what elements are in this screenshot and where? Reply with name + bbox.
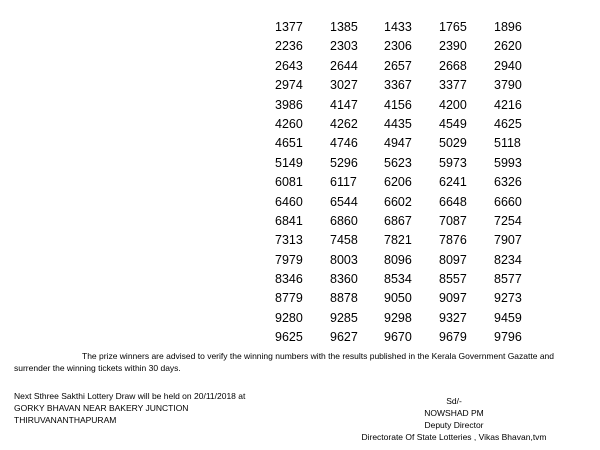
winning-number: 4262	[330, 116, 358, 131]
winning-number: 2657	[384, 58, 412, 73]
winning-number: 8878	[330, 291, 358, 306]
winning-number: 4625	[494, 116, 522, 131]
winning-number: 8234	[494, 252, 522, 267]
winning-number: 7458	[330, 233, 358, 248]
signature-sd: Sd/-	[446, 396, 462, 406]
winning-number: 4651	[275, 136, 303, 151]
winning-number: 5118	[494, 136, 521, 151]
winning-number: 8003	[330, 252, 358, 267]
winning-number: 8577	[494, 272, 522, 287]
winning-number: 2620	[494, 39, 522, 54]
winning-number: 4746	[330, 136, 358, 151]
signature-block	[344, 395, 564, 443]
winning-number: 1765	[439, 20, 467, 34]
winning-number: 9273	[494, 291, 522, 306]
winning-number: 8097	[439, 252, 467, 267]
winning-number: 7979	[275, 252, 303, 267]
winning-number: 6660	[494, 194, 522, 209]
winning-number: 5149	[275, 155, 303, 170]
winning-number: 4216	[494, 97, 522, 112]
winning-number: 9625	[275, 330, 303, 345]
winning-number: 1377	[275, 20, 303, 34]
winning-number: 5993	[494, 155, 522, 170]
winning-numbers-table	[275, 18, 544, 348]
winning-number: 8346	[275, 272, 303, 287]
winning-number: 2940	[494, 58, 522, 73]
winning-number: 7876	[439, 233, 467, 248]
winning-number: 6241	[439, 175, 467, 190]
winning-number: 1896	[494, 20, 522, 34]
winning-number: 6860	[330, 213, 358, 228]
winning-number: 6206	[384, 175, 412, 190]
winning-number: 8534	[384, 272, 412, 287]
draw-venue: GORKY BHAVAN NEAR BAKERY JUNCTION	[14, 403, 189, 413]
winning-number: 7821	[384, 233, 412, 248]
next-draw-line: Next Sthree Sakthi Lottery Draw will be held on 20/11/2018 at	[14, 391, 246, 401]
winning-number: 2236	[275, 39, 303, 54]
winning-number: 9298	[384, 310, 412, 325]
signatory-name: NOWSHAD PM	[424, 408, 484, 418]
winning-number: 4549	[439, 116, 467, 131]
winning-number: 7254	[494, 213, 522, 228]
winning-number: 6460	[275, 194, 303, 209]
winning-number: 2974	[275, 78, 303, 93]
verification-notice: The prize winners are advised to verify the winning numbers with the results published in the Kerala Government Gazatte and surrender the winning tickets within 30 days.	[14, 351, 554, 373]
winning-number: 8779	[275, 291, 303, 306]
winning-number: 1385	[330, 20, 358, 34]
winning-number: 8096	[384, 252, 412, 267]
winning-number: 7313	[275, 233, 303, 248]
winning-number: 8360	[330, 272, 358, 287]
winning-number: 3027	[330, 78, 358, 93]
signatory-title: Deputy Director	[424, 420, 484, 430]
next-draw-info	[14, 390, 245, 426]
winning-number: 6841	[275, 213, 303, 228]
winning-number: 6544	[330, 194, 358, 209]
winning-number: 6117	[330, 175, 357, 190]
winning-number: 2644	[330, 58, 358, 73]
winning-number: 4260	[275, 116, 303, 131]
winning-number: 3986	[275, 97, 303, 112]
winning-number: 9050	[384, 291, 412, 306]
winning-number: 3377	[439, 78, 467, 93]
winning-number: 9679	[439, 330, 467, 345]
winning-number: 3790	[494, 78, 522, 93]
winning-number: 6602	[384, 194, 412, 209]
winning-number: 8557	[439, 272, 467, 287]
winning-number: 4435	[384, 116, 412, 131]
winning-number: 4200	[439, 97, 467, 112]
winning-number: 5296	[330, 155, 358, 170]
winning-number: 6326	[494, 175, 522, 190]
winning-number: 9670	[384, 330, 412, 345]
winning-number: 6867	[384, 213, 412, 228]
winning-number: 1433	[384, 20, 412, 34]
winning-number: 4947	[384, 136, 412, 151]
winning-number: 2668	[439, 58, 467, 73]
winning-number: 5973	[439, 155, 467, 170]
winning-number: 4156	[384, 97, 412, 112]
winning-number: 9285	[330, 310, 358, 325]
winning-number: 2306	[384, 39, 412, 54]
winning-number: 2643	[275, 58, 303, 73]
winning-number: 6648	[439, 194, 467, 209]
winning-number: 9459	[494, 310, 522, 325]
winning-number: 2303	[330, 39, 358, 54]
winning-number: 5029	[439, 136, 467, 151]
draw-city: THIRUVANANTHAPURAM	[14, 415, 117, 425]
winning-number: 7087	[439, 213, 467, 228]
winning-number: 4147	[330, 97, 358, 112]
winning-number: 9280	[275, 310, 303, 325]
winning-number: 6081	[275, 175, 303, 190]
winning-number: 5623	[384, 155, 412, 170]
signatory-office: Directorate Of State Lotteries , Vikas Bhavan,tvm	[361, 432, 547, 442]
winning-number: 7907	[494, 233, 522, 248]
winning-number: 9327	[439, 310, 467, 325]
winning-number: 3367	[384, 78, 412, 93]
winning-number: 9097	[439, 291, 467, 306]
winning-number: 9627	[330, 330, 358, 345]
winning-number: 2390	[439, 39, 467, 54]
winning-number: 9796	[494, 330, 522, 345]
